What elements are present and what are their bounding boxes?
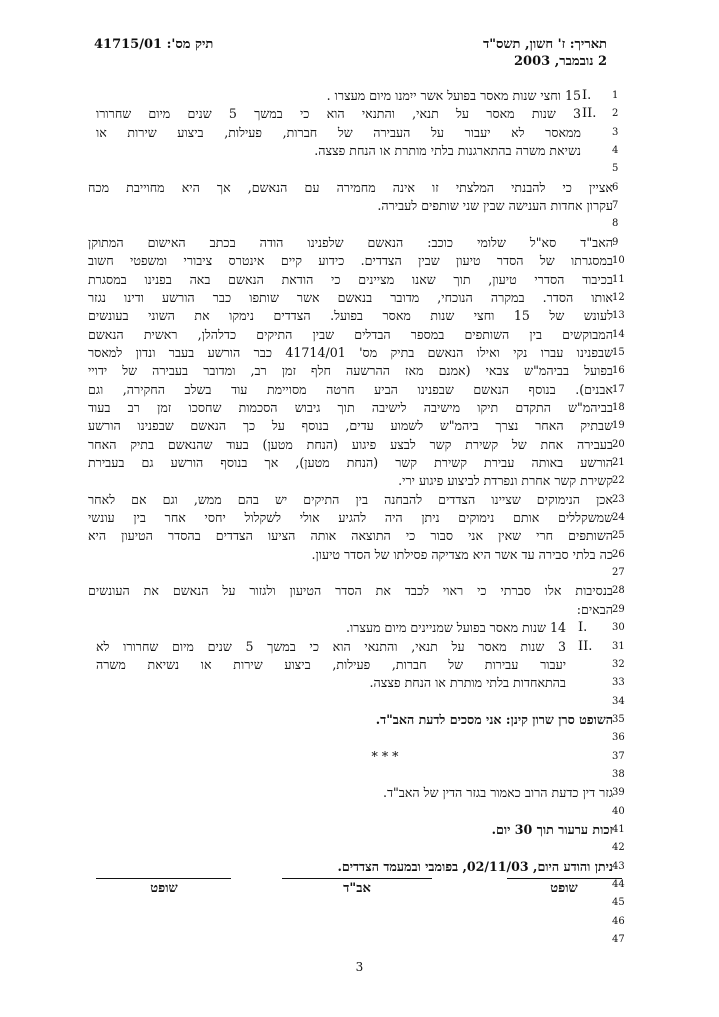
- text-line-content: אבנים). בנוסף הנאשם שבפנינו הביע חרטה מסויימת עוד בשלב החקירה, וגם: [88, 381, 613, 397]
- text-line-content: עקרון אחדות הענישה שבין שני שותפים לעבירה.: [377, 198, 613, 214]
- line-number: 24: [612, 512, 625, 524]
- text-line: [270, 748, 500, 766]
- text-line-content: הבאים:: [576, 601, 613, 617]
- line-number: 37: [612, 750, 625, 762]
- text-line-content: הורשע באותה עבירת קשירת קשר (הנחת מטען), אך בנוסף הורשע גם בעבירת: [88, 455, 613, 470]
- text-line: [88, 326, 613, 344]
- text-line: [96, 105, 581, 123]
- signature-judge-left: שופט: [150, 881, 178, 896]
- line-number: 28: [612, 585, 625, 597]
- line-number: 42: [612, 842, 625, 854]
- text-line-content: השופט סרן שרון קינן: אני מסכים לדעת האב"ד.: [375, 711, 613, 727]
- line-number: 44: [612, 879, 625, 891]
- line-number: 8: [612, 218, 619, 230]
- text-line: [88, 803, 613, 821]
- text-line: [88, 858, 613, 876]
- signature-line-right: [507, 878, 622, 879]
- line-number: 47: [612, 934, 625, 946]
- line-number: 19: [612, 420, 625, 432]
- text-line: [88, 381, 613, 399]
- text-line-content: * * *: [371, 748, 399, 764]
- document-date: [483, 36, 607, 70]
- line-number: 16: [612, 365, 625, 377]
- text-line-content: שבתיק האחר נצרך ביהמ"ש לשמוע עדים, בנוסף על כך הנאשם שבפנינו הורשע: [88, 418, 613, 434]
- file-number-value: 41715/01: [94, 37, 163, 52]
- roman-numeral: II.: [578, 638, 593, 654]
- text-line-content: לעונש של 15 וחצי שנות מאסר בפועל. הצדדים נימקו את השוני בעונשים: [88, 308, 613, 324]
- text-line: [88, 546, 613, 564]
- line-number: 26: [612, 548, 625, 560]
- line-number: 41: [612, 824, 625, 835]
- line-number: 39: [612, 787, 625, 799]
- text-line-content: שבפנינו עברו נקי ואילו הנאשם בתיק מס' 41714/01 כבר הורשע בעבר ונדון למאסר: [88, 344, 613, 360]
- line-number: 10: [612, 255, 625, 267]
- line-number: 45: [612, 897, 625, 909]
- line-number: 7: [612, 200, 619, 212]
- text-line-content: בפועל בביהמ"ש צבאי (אמנם מאז ההרשעה חלף זמן רב, ומדובר בעבירה של ידויי: [88, 363, 613, 379]
- text-line: [88, 307, 613, 325]
- text-line: [88, 491, 613, 509]
- text-line: [88, 160, 613, 178]
- text-line-content: שמשקללים אותם נימוקים ניתן היה להגיע אולי לשקלול יחסי אחר בין עונשי: [88, 510, 613, 526]
- text-line: [88, 784, 613, 802]
- line-number: 14: [612, 328, 625, 340]
- text-line: [88, 913, 613, 931]
- text-line: [88, 344, 613, 362]
- text-line: [96, 142, 581, 160]
- text-line: [96, 124, 581, 142]
- text-line-content: נשיאת משרה בהתארגנות בלתי מותרת או הנחת פצצה.: [314, 143, 581, 159]
- line-number: 21: [612, 457, 625, 468]
- text-line-content: 3 שנות מאסר על תנאי, והתנאי הוא כי במשך 5 שנים מיום שחרורו: [96, 106, 581, 122]
- hebrew-date: תאריך: ז' חשון, תשס"ד: [482, 37, 607, 52]
- text-line: [96, 674, 566, 692]
- file-number: [94, 36, 213, 52]
- text-line: [88, 179, 613, 197]
- line-number: 43: [612, 860, 625, 872]
- text-line: [88, 729, 613, 747]
- text-line-content: בביהמ"ש התקדם תיקו מישיבה לישיבה תוך גיבוש הסכמות שחסכו זמן רב בעוד: [88, 399, 613, 415]
- text-line-content: בהתאחדות בלתי מותרת או הנחת פצצה.: [369, 675, 566, 691]
- text-line-content: ניתן והודע היום, 02/11/03, בפומבי ובמעמד הצדדים.: [337, 858, 613, 874]
- text-line: [96, 656, 566, 674]
- text-line-content: האב"ד סא"ל שלומי כוכב: הנאשם שלפנינו הודה בכתב האישום המתוקן: [88, 234, 613, 250]
- roman-numeral: II.: [582, 106, 597, 122]
- line-number: 36: [612, 732, 625, 744]
- text-line-content: אכן הנימוקים שציינו הצדדים להבחנה בין התיקים יש בהם ממש, וגם אם לאחר: [88, 491, 613, 507]
- line-number: 29: [612, 603, 625, 615]
- line-number: 27: [612, 567, 625, 579]
- line-number: 23: [612, 493, 625, 505]
- text-line: [88, 931, 613, 949]
- text-line: [88, 711, 613, 729]
- line-number: 15: [612, 346, 625, 358]
- line-number: 11: [612, 273, 625, 285]
- text-line: [88, 197, 613, 215]
- line-number: 12: [612, 291, 625, 303]
- text-line: [88, 252, 613, 270]
- text-line: [88, 766, 613, 784]
- line-number: 20: [612, 438, 625, 450]
- signature-judge-right: שופט: [550, 881, 578, 896]
- text-line-content: אציין כי להבנתי המלצתי זו אינה מחמירה עם הנאשם, אך היא מחוייבת מכח: [88, 179, 613, 195]
- text-line: [88, 362, 613, 380]
- text-line: [88, 821, 613, 839]
- text-line: [88, 693, 613, 711]
- text-line-content: בנסיבות אלו סברתי כי ראוי לכבד את הסדר הטיעון ולגזור על הנאשם את העונשים: [88, 583, 613, 599]
- text-line: [88, 509, 613, 527]
- signature-line-left: [96, 878, 231, 879]
- text-line-content: בכיבוד הסדרי טיעון, תוך שאנו מציינים כי הודאת הנאשם באה בפנינו במסגרת: [88, 271, 613, 287]
- line-number: 33: [612, 677, 625, 689]
- text-line: [88, 215, 613, 233]
- text-line: [88, 289, 613, 307]
- text-line-content: 3 שנות מאסר על תנאי, והתנאי הוא כי במשך 5 שנים מיום שחרורו לא: [96, 638, 566, 654]
- text-line: [88, 234, 613, 252]
- text-line: [88, 582, 613, 600]
- text-line: [96, 619, 566, 637]
- text-line-content: במסגרתו של הסדר טיעון שבין הצדדים. כידוע קיים אינטרס ציבורי ומשפטי חשוב: [88, 253, 613, 269]
- text-line: [96, 87, 581, 105]
- line-number: 34: [612, 695, 625, 707]
- line-number: 13: [612, 310, 625, 322]
- text-line-content: 15 וחצי שנות מאסר בפועל אשר ייִמנו מיום מעצרו .: [326, 88, 581, 103]
- text-line-content: גזר דין כדעת הרוב כאמור בגזר הדין של האב"ד.: [382, 785, 613, 801]
- text-line: [96, 638, 566, 656]
- line-number: 25: [612, 530, 625, 542]
- line-number: 32: [612, 658, 625, 670]
- roman-numeral: I.: [578, 620, 588, 636]
- text-line: [88, 271, 613, 289]
- text-line-content: יעבור עבירות של חברות, פעילות, ביצוע שירות או נשיאת משרה: [96, 656, 566, 672]
- text-line-content: קשירת קשר אחרת ונפרדת לביצוע פיגוע ירי.: [398, 473, 613, 489]
- line-number: 18: [612, 401, 625, 413]
- line-number: 46: [612, 915, 625, 927]
- line-number: 31: [612, 640, 625, 652]
- line-number: 3: [612, 126, 619, 138]
- line-number: 35: [612, 713, 625, 725]
- line-number: 30: [612, 622, 625, 634]
- line-number: 22: [612, 475, 625, 487]
- gregorian-date: 2 נובמבר, 2003: [514, 54, 607, 69]
- page-number: 3: [355, 960, 364, 974]
- line-number: 5: [612, 163, 619, 175]
- text-line-content: בעבירה אחת של קשירת קשר לבצע פיגוע (הנחת מטען) בעוד שהנאשם בתיק האחר: [88, 436, 613, 452]
- file-label: תיק מס':: [166, 37, 214, 52]
- line-number: 40: [612, 805, 625, 817]
- text-line-content: כה בלתי סבירה עד אשר היא מצדיקה פסילתו של הסדר טיעון.: [311, 546, 613, 562]
- text-line: [88, 399, 613, 417]
- text-line: [88, 839, 613, 857]
- line-number: 9: [612, 236, 619, 248]
- text-line: [88, 472, 613, 490]
- roman-numeral: I.: [582, 88, 592, 103]
- line-number: 1: [612, 90, 619, 101]
- text-line: [88, 894, 613, 912]
- text-line-content: זכות ערעור תוך 30 יום.: [491, 822, 613, 837]
- text-line: [88, 601, 613, 619]
- text-line: [88, 564, 613, 582]
- text-line-content: המבוקשים בין השותפים במספר הבדלים שבין התיקים כדלהלן, ראשית הנאשם: [88, 326, 613, 342]
- signature-line-middle: [282, 878, 432, 879]
- text-line: [88, 417, 613, 435]
- text-line-content: ממאסר לא יעבור על העבירה של חברות, פעילות, ביצוע שירות או: [96, 124, 581, 140]
- line-number: 4: [612, 145, 619, 157]
- line-number: 17: [612, 383, 625, 395]
- signature-presiding-judge: אב"ד: [343, 881, 371, 896]
- line-number: 6: [612, 181, 619, 193]
- text-line-content: השותפים חרי שאין אני סבור כי התוצאה אותה הציעו הצדדים בהסדר הטיעון היא: [88, 528, 613, 544]
- line-number: 2: [612, 108, 619, 120]
- text-line: [88, 454, 613, 472]
- line-number: 38: [612, 768, 625, 780]
- text-line-content: 14 שנות מאסר בפועל שמניינים מיום מעצרו.: [345, 620, 566, 636]
- text-line: [88, 527, 613, 545]
- text-line: [88, 436, 613, 454]
- text-line-content: אותו הסדר. במקרה הנוכחי, מדובר בנאשם אשר שותפו כבר הורשע ודינו נגזר: [88, 289, 613, 305]
